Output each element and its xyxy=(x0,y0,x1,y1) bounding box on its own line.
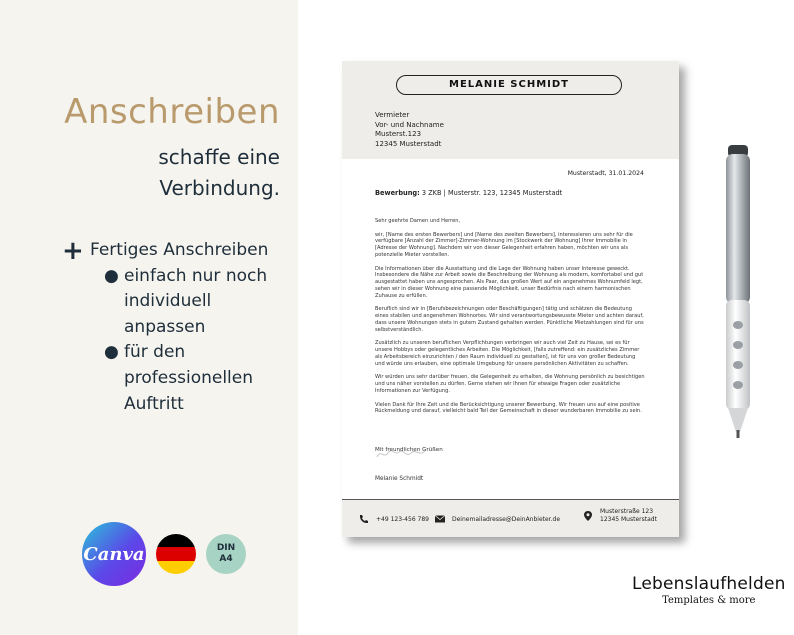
pen-image xyxy=(718,140,758,440)
bullet-item xyxy=(62,264,292,341)
body-paragraph: Die Informationen über die Ausstattung und die Lage der Wohnung haben unser Interesse geweckt. Insbesondere die Nähe zur Arbeit sowie die Beschreibung der Wohnung als modern, komfortabel und gut ausgestattet haben uns angesprochen. Als Paar, das großen Wert auf ein angenehmes Wohnumfeld legt, sehen wir in dieser Wohnung eine passende Möglichkeit, unser Bedürfnis nach einem harmonischen Zuhause zu erfüllen. xyxy=(375,265,644,299)
letter-signer: Melanie Schmidt xyxy=(375,476,424,482)
letter-header xyxy=(342,61,679,159)
headline: Anschreiben xyxy=(64,92,280,132)
letter-date: Musterstadt, 31.01.2024 xyxy=(567,170,644,177)
bullet-line: professionellen xyxy=(124,367,254,388)
body-paragraph: Zusätzlich zu unseren beruflichen Verpflichtungen verbringen wir auch viel Zeit zu Hause, sei es für unsere Hobbys oder gelegentliches Arbeiten. Die Möglichkeit, [falls zutreffend: ein zusätzliches Zimmer als Arbeitsbereich einzurichten / den Raum individuell zu gestalten], ist für uns von großer Bedeutung und würde uns erlauben, eine optimale Umgebung für unsere persönlichen Aktivitäten zu schaffen. xyxy=(375,340,640,367)
location-pin-icon xyxy=(582,510,594,522)
bullet-line: für den xyxy=(124,342,186,363)
letter-document xyxy=(342,61,679,537)
letter-closing: Mit freundlichen Grüßen xyxy=(375,447,443,453)
brand-logo xyxy=(632,574,786,606)
address-line: 12345 Musterstadt xyxy=(600,516,657,523)
subject-label: Bewerbung: xyxy=(375,189,420,197)
flag-stripe-black xyxy=(156,534,196,547)
recipient-line: Vor- und Nachname xyxy=(375,120,444,129)
bullet-line: anpassen xyxy=(124,316,206,337)
bullet-line: einfach nur noch xyxy=(124,265,268,286)
canva-logo: Canva xyxy=(82,522,146,586)
mail-icon xyxy=(434,514,446,524)
bullet-dot-icon: ● xyxy=(104,265,119,286)
phone-text: +49 123-456 789 xyxy=(376,515,429,523)
plus-icon: + xyxy=(62,235,84,266)
letter-footer xyxy=(342,499,679,537)
letter-name: MELANIE SCHMIDT xyxy=(396,75,622,95)
subject-text: 3 ZKB | Musterstr. 123, 12345 Musterstadt xyxy=(419,189,563,197)
flag-stripe-gold xyxy=(156,561,196,574)
footer-email xyxy=(434,514,560,524)
recipient-line: Musterst.123 xyxy=(375,130,422,138)
german-flag-icon xyxy=(156,534,196,574)
subline-line-1: schaffe eine xyxy=(158,145,280,169)
body-paragraph: Vielen Dank für Ihre Zeit und die Berücksichtigung unserer Bewerbung. Wir freuen uns auf eine positive Rückmeldung und darauf, vielleicht bald Teil der Gemeinschaft in dieser wunderbaren Immobilie zu sein. xyxy=(375,401,642,415)
recipient-address xyxy=(375,111,444,149)
subline xyxy=(158,142,280,204)
recipient-line: 12345 Musterstadt xyxy=(375,139,442,148)
footer-phone xyxy=(358,514,429,524)
feature-title: Fertiges Anschreiben xyxy=(90,240,269,260)
letter-subject xyxy=(375,189,562,197)
feature-title-row xyxy=(62,235,292,266)
din-label: DIN xyxy=(216,543,236,553)
address-line: Musterstraße 123 xyxy=(600,508,654,515)
badge-row xyxy=(82,522,246,586)
flag-stripe-red xyxy=(156,547,196,560)
footer-address xyxy=(582,508,657,524)
brand-name: Lebenslaufhelden xyxy=(632,574,786,594)
body-paragraph: Beruflich sind wir in [Berufsbezeichnungen oder Beschäftigungen] tätig und schätzen die Bedeutung eines stabilen und angenehmen Wohnortes. Wir sind verantwortungsbewusste Mieter und achten darauf, dass unsere Wohnungen stets in gutem Zustand gehalten werden. Pünktliche Mietzahlungen sind für uns selbstverständlich. xyxy=(375,306,644,333)
bullet-line: Auftritt xyxy=(124,393,184,414)
salutation: Sehr geehrte Damen und Herren, xyxy=(375,218,461,224)
phone-icon xyxy=(358,514,370,524)
brand-tagline: Templates & more xyxy=(662,595,756,606)
letter-body xyxy=(375,218,645,422)
subline-line-2: Verbindung. xyxy=(159,176,280,200)
body-paragraph: Wir würden uns sehr darüber freuen, die Gelegenheit zu erhalten, die Wohnung persönlich zu besichtigen und uns näher vorstellen zu dürfen. Gerne stehen wir Ihnen für etwaige Fragen oder zusätzliche Informationen zur Verfügung. xyxy=(375,374,645,394)
bullet-line: individuell xyxy=(124,291,212,312)
a4-label: A4 xyxy=(219,554,233,564)
bullet-item xyxy=(62,340,292,417)
left-panel xyxy=(0,0,298,635)
din-a4-badge xyxy=(206,534,246,574)
email-text: Deinemailadresse@DeinAnbieter.de xyxy=(452,515,561,523)
address-block xyxy=(600,508,657,524)
recipient-line: Vermieter xyxy=(375,111,410,119)
feature-list xyxy=(62,235,292,417)
body-paragraph: wir, [Name des ersten Bewerbers] und [Name des zweiten Bewerbers], interessieren uns sehr für die verfügbare [Anzahl der Zimmer]-Zimmer-Wohnung im [Stockwerk der Wohnung] Ihrer Immobilie in [Adresse der Wohnung]. Nachdem wir von dieser Gelegenheit erfahren haben, möchten wir uns als potenzielle Mieter vorstellen. xyxy=(375,231,633,258)
bullet-dot-icon: ● xyxy=(104,342,119,363)
